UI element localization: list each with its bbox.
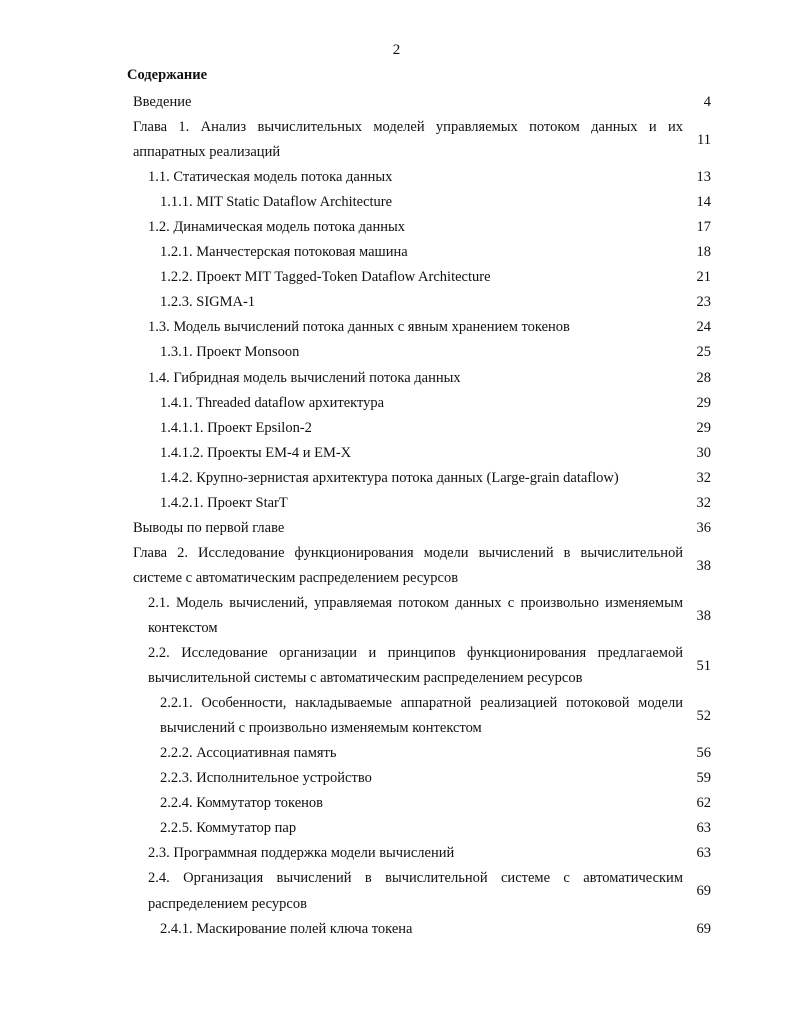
toc-entry-title: 1.2.1. Манчестерская потоковая машина — [160, 244, 408, 261]
toc-entry-title: Введение — [133, 94, 192, 110]
toc-entry-title: 1.2.2. Проект MIT Tagged-Token Dataflow Architecture — [160, 269, 491, 286]
toc-entry-title: 1.4.1.2. Проекты EM-4 и EM-X — [160, 444, 352, 461]
toc-entry-page: 63 — [696, 845, 711, 862]
table-of-contents — [0, 90, 793, 942]
toc-entry — [0, 741, 793, 766]
toc-entry — [0, 115, 793, 165]
toc-entry-page: 69 — [696, 920, 711, 937]
toc-entry-page: 32 — [696, 494, 711, 511]
toc-entry-title: 1.4. Гибридная модель вычислений потока данных — [148, 369, 461, 386]
toc-entry-page: 32 — [696, 469, 711, 486]
toc-entry-title: 1.4.1. Threaded dataflow архитектура — [160, 394, 385, 411]
toc-entry-page: 18 — [696, 244, 711, 261]
toc-entry-title: 1.2.3. SIGMA-1 — [160, 294, 256, 311]
toc-entry-title: Глава 2. Исследование функционирования модели вычислений в вычислительной системе с автоматическим распределением ресурсов — [133, 544, 683, 586]
toc-entry — [0, 416, 793, 441]
toc-entry-title: 1.3.1. Проект Monsoon — [160, 344, 300, 361]
toc-entry-page: 29 — [696, 394, 711, 411]
toc-entry-page: 51 — [696, 658, 711, 675]
toc-entry — [0, 466, 793, 491]
page-number: 2 — [392, 42, 401, 58]
toc-entry-page: 24 — [696, 319, 711, 336]
toc-entry-title: 1.4.2. Крупно-зернистая архитектура потока данных (Large-grain dataflow) — [160, 469, 619, 486]
toc-entry — [0, 315, 793, 340]
toc-entry-page: 23 — [696, 294, 711, 311]
toc-entry-page: 38 — [696, 557, 711, 574]
toc-entry-page: 11 — [697, 132, 711, 149]
toc-entry — [0, 591, 793, 641]
toc-entry-page: 52 — [696, 708, 711, 725]
toc-entry-title: 2.1. Модель вычислений, управляемая потоком данных с произвольно изменяемым контекстом — [148, 594, 683, 636]
toc-entry — [0, 190, 793, 215]
toc-entry — [0, 791, 793, 816]
toc-entry-title: 1.3. Модель вычислений потока данных с явным хранением токенов — [148, 319, 570, 336]
toc-entry-title: 2.2. Исследование организации и принципов функционирования предлагаемой вычислительной системы с автоматическим распределением ресурсов — [148, 645, 683, 687]
toc-entry — [0, 917, 793, 942]
toc-entry — [0, 265, 793, 290]
toc-entry — [0, 766, 793, 791]
toc-entry-page: 14 — [696, 194, 711, 211]
toc-entry — [0, 691, 793, 741]
toc-title: Содержание — [127, 67, 208, 83]
toc-entry-page: 13 — [696, 169, 711, 186]
toc-entry-page: 17 — [696, 219, 711, 236]
toc-entry — [0, 441, 793, 466]
toc-entry-title: Выводы по первой главе — [133, 519, 285, 536]
toc-entry — [0, 290, 793, 315]
toc-entry-page: 69 — [696, 883, 711, 900]
toc-entry — [0, 215, 793, 240]
toc-entry-page: 36 — [696, 519, 711, 536]
toc-entry-title: 1.1.1. MIT Static Dataflow Architecture — [160, 194, 393, 211]
toc-entry-title: 2.4.1. Маскирование полей ключа токена — [160, 920, 413, 937]
toc-entry-title: 1.2. Динамическая модель потока данных — [148, 219, 405, 236]
toc-entry — [0, 90, 793, 115]
toc-entry-title: 2.3. Программная поддержка модели вычислений — [148, 845, 455, 862]
toc-entry — [0, 366, 793, 391]
toc-entry-page: 29 — [696, 419, 711, 436]
toc-entry-page: 4 — [703, 94, 711, 110]
toc-entry-page: 30 — [696, 444, 711, 461]
toc-entry — [0, 240, 793, 265]
toc-entry — [0, 516, 793, 541]
toc-entry-page: 21 — [696, 269, 711, 286]
toc-entry — [0, 340, 793, 365]
toc-entry — [0, 541, 793, 591]
toc-entry — [0, 841, 793, 866]
toc-entry — [0, 641, 793, 691]
toc-entry-page: 62 — [696, 795, 711, 812]
toc-entry-page: 59 — [696, 770, 711, 787]
toc-entry-page: 25 — [696, 344, 711, 361]
toc-entry-title: 2.4. Организация вычислений в вычислительной системе с автоматическим распределением ресурсов — [148, 870, 683, 912]
toc-entry-page: 28 — [696, 369, 711, 386]
toc-entry-title: 2.2.1. Особенности, накладываемые аппаратной реализацией потоковой модели вычислений с произвольно изменяемым контекстом — [160, 695, 683, 737]
toc-entry — [0, 391, 793, 416]
toc-entry-title: 2.2.5. Коммутатор пар — [160, 820, 297, 837]
toc-entry — [0, 165, 793, 190]
toc-entry-title: 2.2.2. Ассоциативная память — [160, 745, 337, 762]
toc-entry-title: 1.1. Статическая модель потока данных — [148, 169, 393, 186]
toc-entry-title: 1.4.1.1. Проект Epsilon-2 — [160, 419, 312, 436]
toc-entry-title: 2.2.3. Исполнительное устройство — [160, 770, 372, 787]
toc-entry — [0, 866, 793, 916]
toc-entry-title: 2.2.4. Коммутатор токенов — [160, 795, 323, 812]
toc-entry — [0, 816, 793, 841]
toc-entry-page: 63 — [696, 820, 711, 837]
toc-entry-title: Глава 1. Анализ вычислительных моделей управляемых потоком данных и их аппаратных реализаций — [133, 119, 683, 161]
toc-entry-title: 1.4.2.1. Проект StarT — [160, 494, 288, 511]
toc-entry — [0, 491, 793, 516]
toc-entry-page: 38 — [696, 607, 711, 624]
toc-entry-page: 56 — [696, 745, 711, 762]
